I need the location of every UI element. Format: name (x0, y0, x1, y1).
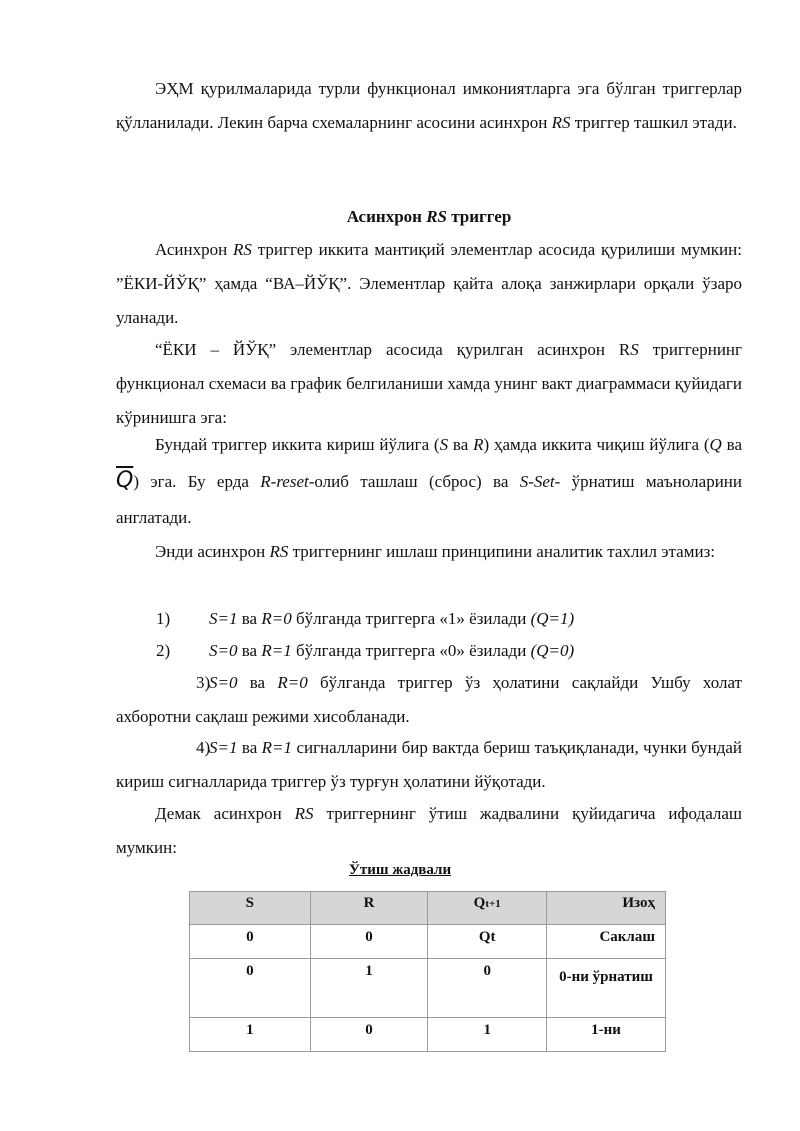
text-run: триггер иккита мантиқий элементлар асосида қурилиши мумкин: ”ЁКИ-ЙЎҚ” ҳамда “ВА–ЙЎҚ”. Элементлар қайта алоқа занжирлари орқали ўзаро уланади. (116, 240, 742, 327)
text-run: S=1 (209, 609, 238, 628)
table-cell: Саклаш (547, 925, 666, 959)
text-run: ва (721, 435, 742, 454)
list-number: 4) (196, 738, 211, 757)
table-cell: 0 (310, 925, 428, 959)
table-cell: 0 (310, 1018, 428, 1052)
table-row (190, 959, 666, 1018)
text-run: RS (426, 207, 447, 226)
text-run: триггернинг ишлаш принципини аналитик тахлил этамиз: (288, 542, 716, 561)
list-item (156, 602, 742, 636)
text-run: S (630, 340, 639, 359)
paragraph-elements (116, 233, 742, 335)
table-cell: 1 (428, 1018, 547, 1052)
text-run: Бундай триггер иккита кириш йўлига ( (155, 435, 440, 454)
text-run: ва (237, 641, 262, 660)
list-number: 2) (156, 641, 171, 660)
text-run: ўрнатиш маъноларини англатади. (116, 472, 742, 527)
text-run: ЭҲМ қурилмаларида турли функционал имкониятларга эга бўлган триггерлар қўлланилади. Лекин барча схемаларнинг асосини асинхрон (116, 79, 742, 132)
table-header-row (190, 892, 666, 925)
text-run: бўлганда триггер ўз ҳолатини сақлайди Ушбу холат ахборотни сақлаш режими хисобланади. (116, 673, 742, 726)
text-run: Q (709, 435, 722, 454)
text-run: “ЁКИ – ЙЎҚ” элементлар асосида қурилган асинхрон R (155, 340, 631, 359)
paragraph-intro (116, 72, 742, 140)
text-run: S=0 (209, 641, 238, 660)
text-run: RS (294, 804, 314, 823)
text-run: ) ҳамда иккита чиқиш йўлига ( (483, 435, 710, 454)
text-run: -олиб ташлаш (сброс) ва (308, 472, 520, 491)
column-header-qt1 (428, 892, 547, 925)
table-cell: 0 (190, 959, 311, 1018)
text-run: S=0 (209, 673, 238, 692)
text-run: ва (237, 673, 278, 692)
text-run: бўлганда триггерга «1» ёзилади (291, 609, 531, 628)
text-run: (Q=1) (530, 609, 575, 628)
text-run: RS (233, 240, 252, 259)
column-header-r: R (310, 892, 428, 925)
list-item (116, 731, 742, 799)
paragraph-inputs (116, 427, 742, 536)
column-header-note: Изоҳ (547, 892, 666, 925)
q-bar-symbol: $\overline{Q}$ (116, 468, 134, 493)
text-run: Демак асинхрон (155, 804, 295, 823)
text-run: триггернинг ўтиш жадвалини қуйидагича ифодалаш мумкин: (116, 804, 743, 857)
column-header-s: S (190, 892, 311, 925)
paragraph-nor (116, 333, 742, 435)
list-item (156, 634, 742, 668)
text-run: S=1 (209, 738, 238, 757)
table-title: Ўтиш жадвали (348, 862, 452, 878)
table-cell: 1 (190, 1018, 311, 1052)
text-run: R=1 (261, 738, 293, 757)
text-run: ) эга. Бу ерда (133, 472, 261, 491)
list-item (116, 666, 742, 734)
paragraph-table-intro (116, 797, 742, 865)
text-run: R=0 (277, 673, 308, 692)
text-run: ва (237, 738, 262, 757)
text-run: R=1 (261, 641, 292, 660)
text-run: ва (237, 609, 262, 628)
list-number: 1) (156, 609, 171, 628)
text-run: RS (551, 113, 571, 132)
text-run: сигналларини бир вактда бериш таъқиқланади, чунки бундай кириш сигналларида триггер ўз турғун ҳолатини йўқотади. (116, 738, 742, 791)
text-run: Энди асинхрон (155, 542, 270, 561)
table-cell: 1-ни (547, 1018, 666, 1052)
table-cell: 0 (190, 925, 311, 959)
transition-table (189, 891, 666, 1052)
text-run: Q (473, 895, 486, 911)
text-run: RS (269, 542, 289, 561)
text-run: (Q=0) (530, 641, 575, 660)
text-run: t+1 (485, 898, 501, 910)
text-run: триггернинг функционал схемаси ва график белгиланиши хамда унинг вакт диаграммаси қуйидаги кўринишга эга: (116, 340, 742, 427)
table-cell: Qt (428, 925, 547, 959)
text-run: ва (448, 435, 474, 454)
text-run: триггер (447, 207, 512, 226)
table-cell: 1 (310, 959, 428, 1018)
list-number: 3) (196, 673, 211, 692)
text-run: S-Set- (519, 472, 561, 491)
text-run: R-reset (260, 472, 309, 491)
text-run: R=0 (261, 609, 292, 628)
text-run: бўлганда триггерга «0» ёзилади (291, 641, 531, 660)
section-heading (116, 202, 742, 232)
text-run: R (473, 435, 484, 454)
table-row (190, 1018, 666, 1052)
table-row (190, 925, 666, 959)
table-cell: 0-ни ўрнатиш (547, 959, 666, 1018)
text-run: Асинхрон (155, 240, 234, 259)
text-run: Асинхрон (346, 207, 427, 226)
text-run: триггер ташкил этади. (574, 113, 737, 132)
table-cell: 0 (428, 959, 547, 1018)
text-run: S (439, 435, 449, 454)
paragraph-analysis (116, 535, 742, 569)
